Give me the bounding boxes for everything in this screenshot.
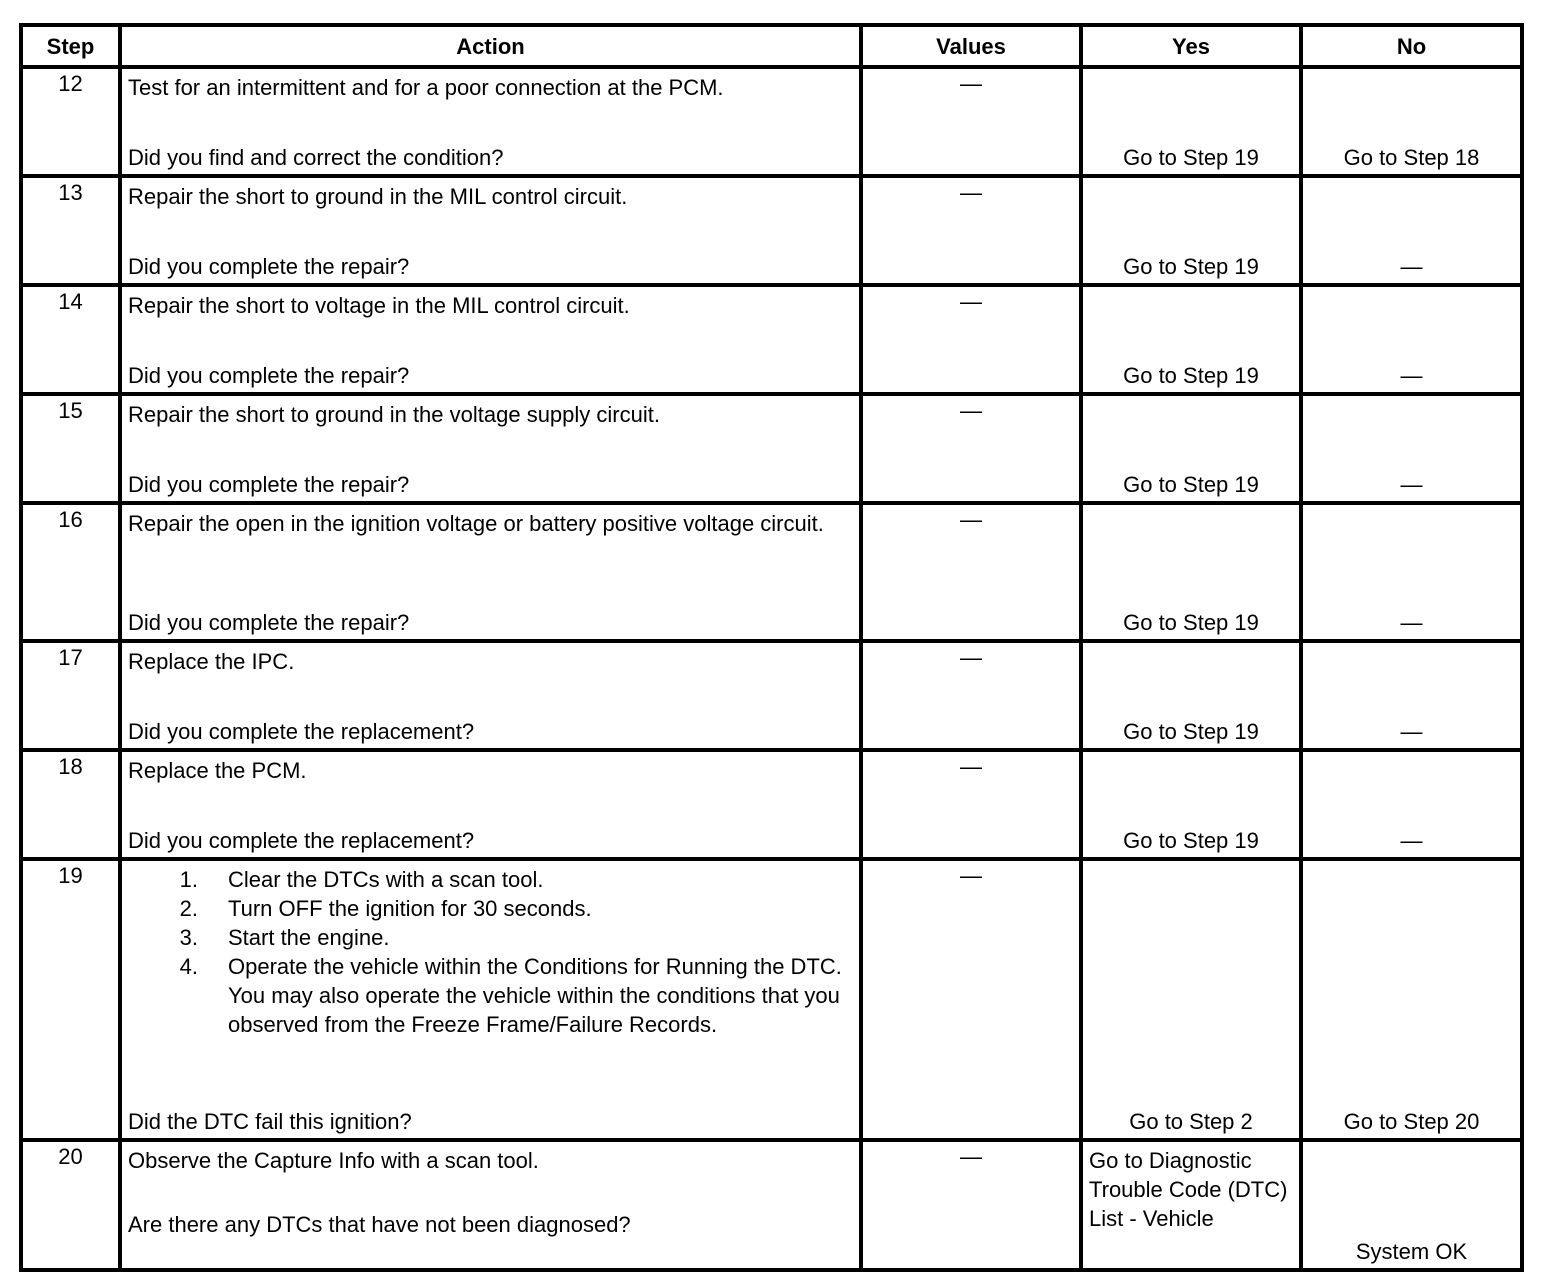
no-cell (1301, 859, 1522, 1140)
header-action: Action (120, 25, 861, 67)
action-text: Repair the short to ground in the voltage supply circuit. (128, 402, 660, 427)
step-number: 17 (21, 641, 120, 750)
values-cell: — (861, 750, 1081, 859)
question-text: Did you complete the repair? (128, 472, 410, 497)
table-row (21, 859, 1522, 1140)
list-text: Operate the vehicle within the Conditions for Running the DTC. You may also operate the vehicle within the conditions that you observed from the Freeze Frame/Failure Records. (228, 954, 842, 1037)
yes-text: Go to Step 19 (1123, 254, 1259, 279)
action-text: Observe the Capture Info with a scan tool. (128, 1148, 539, 1173)
action-text: Replace the IPC. (128, 649, 295, 674)
list-text: Start the engine. (228, 925, 390, 950)
yes-cell (1081, 394, 1301, 503)
header-values: Values (861, 25, 1081, 67)
header-yes: Yes (1081, 25, 1301, 67)
table-row (21, 750, 1522, 859)
no-cell (1301, 750, 1522, 859)
no-cell (1301, 67, 1522, 176)
table-row (21, 285, 1522, 394)
values-cell: — (861, 503, 1081, 641)
no-text: — (1400, 828, 1423, 853)
no-cell (1301, 176, 1522, 285)
question-text: Did you complete the repair? (128, 363, 410, 388)
question-text: Did you complete the replacement? (128, 828, 475, 853)
question-text: Did you complete the repair? (128, 610, 410, 635)
list-number: 2. (179, 896, 198, 921)
yes-cell (1081, 641, 1301, 750)
list-item (128, 894, 853, 923)
yes-cell (1081, 503, 1301, 641)
table-row (21, 67, 1522, 176)
action-text: Replace the PCM. (128, 758, 307, 783)
list-number: 3. (179, 925, 198, 950)
yes-cell (1081, 1140, 1301, 1270)
header-row (21, 25, 1522, 67)
action-cell (120, 1140, 861, 1270)
action-cell (120, 750, 861, 859)
yes-cell (1081, 176, 1301, 285)
action-cell (120, 641, 861, 750)
action-text: Repair the short to voltage in the MIL control circuit. (128, 293, 630, 318)
no-text: — (1400, 363, 1423, 388)
header-step: Step (21, 25, 120, 67)
action-cell (120, 859, 861, 1140)
step-number: 19 (21, 859, 120, 1140)
no-text: — (1400, 610, 1423, 635)
table-row (21, 641, 1522, 750)
procedure-list (128, 865, 853, 1039)
header-no: No (1301, 25, 1522, 67)
question-text: Did you complete the replacement? (128, 719, 475, 744)
yes-text: Go to Step 19 (1123, 610, 1259, 635)
action-cell (120, 176, 861, 285)
yes-cell (1081, 67, 1301, 176)
no-text: — (1400, 254, 1423, 279)
question-text: Did you find and correct the condition? (128, 145, 504, 170)
step-number: 18 (21, 750, 120, 859)
list-number: 1. (179, 867, 198, 892)
values-cell: — (861, 67, 1081, 176)
question-text: Did the DTC fail this ignition? (128, 1109, 412, 1134)
list-item (128, 865, 853, 894)
step-number: 16 (21, 503, 120, 641)
action-cell (120, 67, 861, 176)
table-row (21, 394, 1522, 503)
step-number: 12 (21, 67, 120, 176)
step-number: 20 (21, 1140, 120, 1270)
list-text: Clear the DTCs with a scan tool. (228, 867, 544, 892)
action-text: Repair the open in the ignition voltage or battery positive voltage circuit. (128, 511, 824, 536)
values-cell: — (861, 394, 1081, 503)
no-cell (1301, 1140, 1522, 1270)
table-row (21, 1140, 1522, 1270)
yes-text: Go to Step 19 (1123, 145, 1259, 170)
list-text: Turn OFF the ignition for 30 seconds. (228, 896, 592, 921)
action-cell (120, 394, 861, 503)
no-cell (1301, 394, 1522, 503)
table-row (21, 176, 1522, 285)
question-text: Did you complete the repair? (128, 254, 410, 279)
yes-cell (1081, 285, 1301, 394)
question-text: Are there any DTCs that have not been diagnosed? (128, 1212, 631, 1237)
yes-text: Go to Step 19 (1123, 828, 1259, 853)
no-text: — (1400, 472, 1423, 497)
action-cell (120, 285, 861, 394)
list-item (128, 952, 853, 1039)
action-cell (120, 503, 861, 641)
yes-text: Go to Diagnostic Trouble Code (DTC) List - Vehicle (1089, 1148, 1288, 1231)
action-text: Repair the short to ground in the MIL control circuit. (128, 184, 628, 209)
no-text: — (1400, 719, 1423, 744)
no-cell (1301, 503, 1522, 641)
yes-cell (1081, 750, 1301, 859)
step-number: 14 (21, 285, 120, 394)
yes-text: Go to Step 19 (1123, 363, 1259, 388)
no-text: System OK (1355, 1239, 1468, 1264)
yes-text: Go to Step 19 (1123, 719, 1259, 744)
list-number: 4. (179, 954, 198, 979)
values-cell: — (861, 859, 1081, 1140)
values-cell: — (861, 176, 1081, 285)
values-cell: — (861, 641, 1081, 750)
step-number: 15 (21, 394, 120, 503)
yes-text: Go to Step 19 (1123, 472, 1259, 497)
values-cell: — (861, 1140, 1081, 1270)
no-text: Go to Step 18 (1343, 145, 1480, 170)
yes-text: Go to Step 2 (1129, 1109, 1253, 1134)
no-cell (1301, 285, 1522, 394)
action-text: Test for an intermittent and for a poor connection at the PCM. (128, 75, 724, 100)
yes-cell (1081, 859, 1301, 1140)
values-cell: — (861, 285, 1081, 394)
no-text: Go to Step 20 (1343, 1109, 1480, 1134)
diagnostic-table (19, 23, 1524, 1272)
table-row (21, 503, 1522, 641)
step-number: 13 (21, 176, 120, 285)
no-cell (1301, 641, 1522, 750)
list-item (128, 923, 853, 952)
